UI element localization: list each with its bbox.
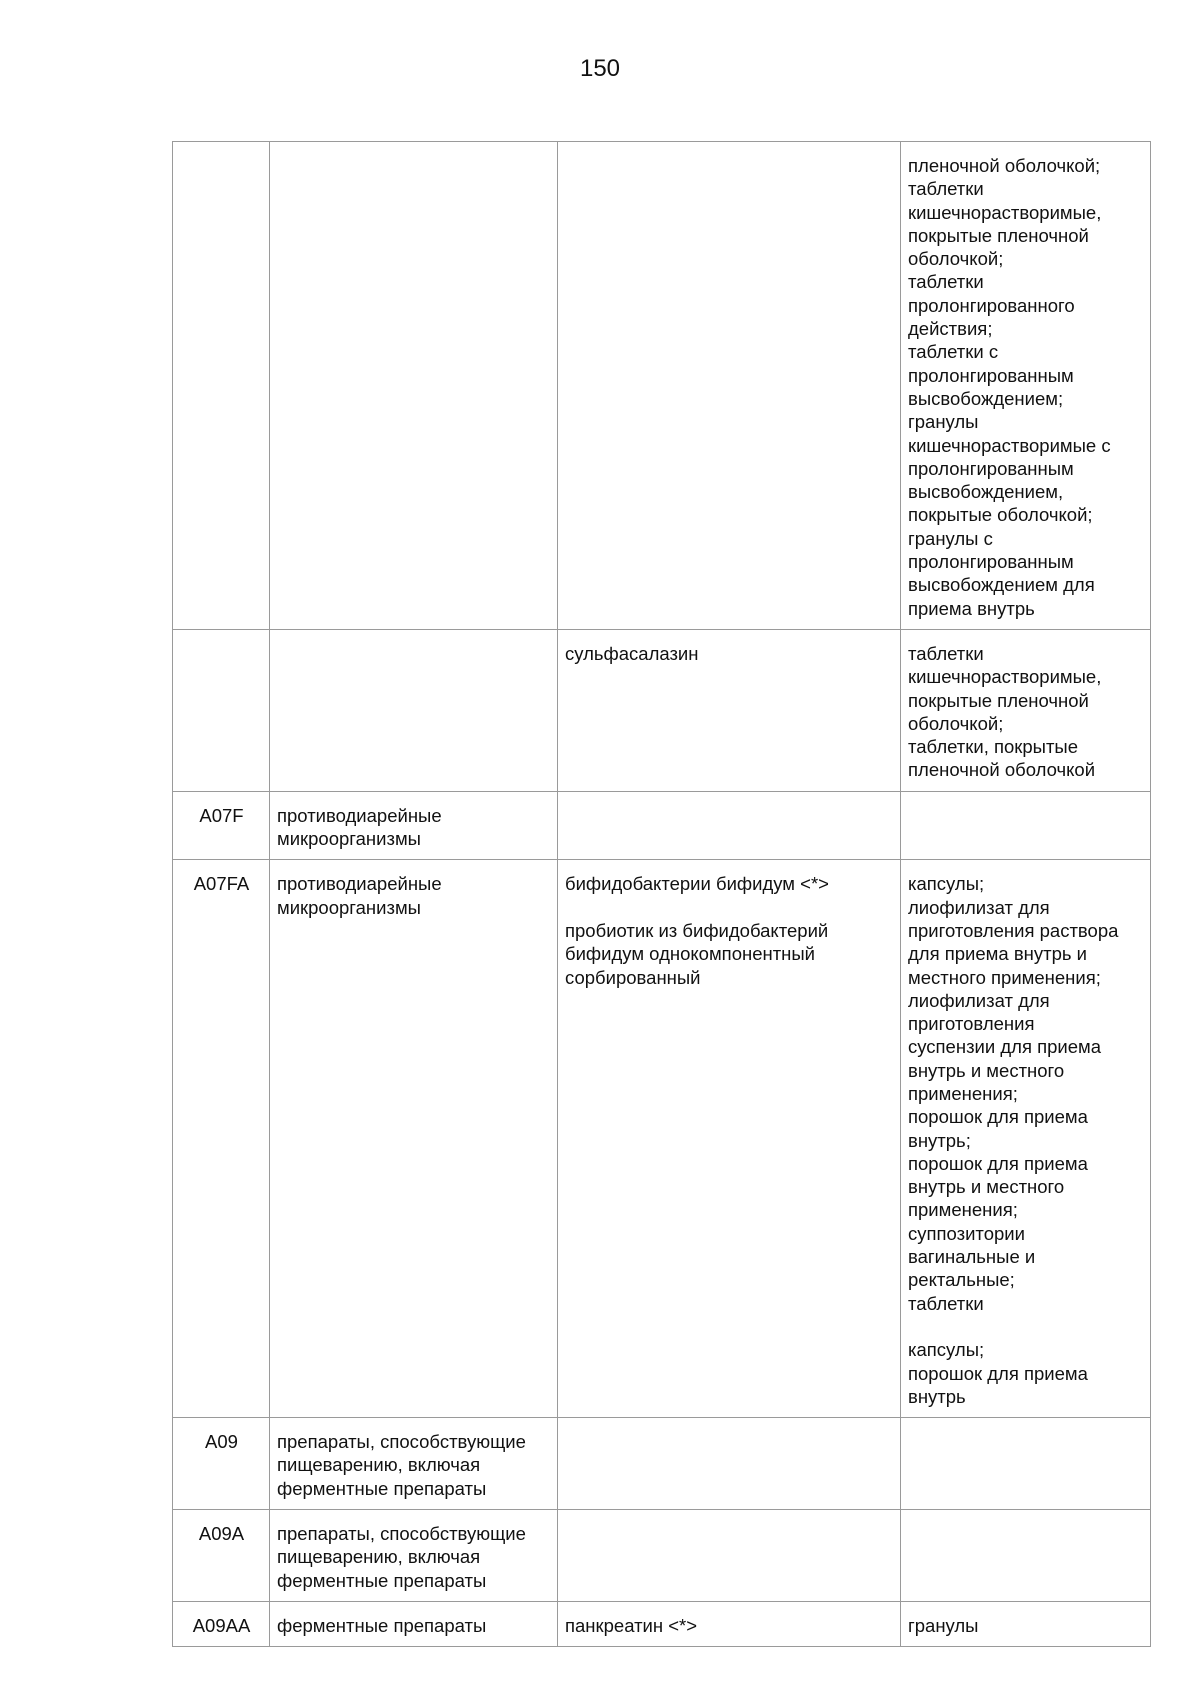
drug-name-cell [558,791,901,860]
dosage-form-cell [901,629,1151,791]
group-name-cell [270,629,558,791]
dosage-form-line: приема внутрь [908,597,1035,619]
dosage-form-line: ректальные; [908,1269,1015,1291]
dosage-form-line: таблетки, покрытые [908,736,1079,758]
group-name-cell [270,142,558,630]
dosage-form-line: местного применения; [908,966,1101,988]
dosage-form-line: пролонгированным [908,364,1074,386]
dosage-form-line: гранулы с [908,527,993,549]
dosage-form-line: действия; [908,318,993,340]
dosage-form-line: таблетки [908,642,984,664]
dosage-form-line: таблетки [908,178,984,200]
table-row [173,629,1151,791]
dosage-form-cell [901,1510,1151,1602]
table-row [173,1510,1151,1602]
dosage-form-line: покрытые пленочной [908,689,1089,711]
table-row [173,860,1151,1418]
dosage-form-line: капсулы; [908,1339,985,1361]
block-gap [565,896,894,919]
dosage-form-line: суппозитории [908,1222,1025,1244]
dosage-form-line: пролонгированного [908,294,1075,316]
group-name-cell: противодиарейные микроорганизмы [270,860,558,1418]
dosage-form-line: внутрь и местного [908,1059,1065,1081]
dosage-form-line: лиофилизат для [908,989,1050,1011]
atc-code-cell: A09AA [173,1601,270,1646]
drug-name-cell [558,860,901,1418]
dosage-form-cell [901,791,1151,860]
dosage-form-line: высвобождением; [908,387,1064,409]
dosage-form-line: внутрь и местного [908,1176,1065,1198]
table-body [173,142,1151,1647]
dosage-form-line: пролонгированным [908,457,1074,479]
dosage-form-cell [901,1418,1151,1510]
dosage-form-cell [901,860,1151,1418]
dosage-form-line: таблетки [908,1292,984,1314]
dosage-form-line: оболочкой; [908,248,1004,270]
dosage-form-line: высвобождением, [908,481,1064,503]
dosage-form-line: внутрь [908,1385,966,1407]
atc-code-cell: A09A [173,1510,270,1602]
table-row [173,1418,1151,1510]
drug-name-line: сульфасалазин [565,642,699,664]
atc-code-cell: A07F [173,791,270,860]
drug-name-cell [558,1601,901,1646]
dosage-form-line: гранулы [908,1614,979,1636]
drug-name-cell [558,1418,901,1510]
table-row [173,1601,1151,1646]
dosage-form-line: применения; [908,1082,1018,1104]
atc-code-cell [173,629,270,791]
group-name-cell: препараты, способствующие пищеварению, включая ферментные препараты [270,1418,558,1510]
dosage-form-line: для приема внутрь и [908,943,1087,965]
dosage-form-line: кишечнорастворимые с [908,434,1111,456]
dosage-form-line: применения; [908,1199,1018,1221]
dosage-form-line: пленочной оболочкой; [908,155,1101,176]
atc-code-cell: A07FA [173,860,270,1418]
dosage-form-line: покрытые оболочкой; [908,504,1093,526]
dosage-form-line: покрытые пленочной [908,224,1089,246]
group-name-cell: ферментные препараты [270,1601,558,1646]
dosage-form-line: таблетки [908,271,984,293]
dosage-form-line: кишечнорастворимые, [908,201,1102,223]
dosage-form-line: пленочной оболочкой [908,759,1096,781]
block-gap [908,1315,1144,1338]
atc-code-cell [173,142,270,630]
dosage-form-line: высвобождением для [908,574,1095,596]
atc-code-cell: A09 [173,1418,270,1510]
table-row [173,142,1151,630]
dosage-form-line: порошок для приема [908,1106,1088,1128]
dosage-form-line: капсулы; [908,873,985,895]
dosage-form-line: приготовления [908,1013,1035,1035]
dosage-form-line: оболочкой; [908,712,1004,734]
dosage-form-cell [901,1601,1151,1646]
drug-table [172,141,1151,1647]
drug-name-line: бифидобактерии бифидум <*> [565,873,829,895]
dosage-form-line: порошок для приема [908,1152,1088,1174]
drug-name-line: панкреатин <*> [565,1614,698,1636]
drug-name-cell [558,1510,901,1602]
dosage-form-line: таблетки с [908,341,999,363]
dosage-form-line: лиофилизат для [908,896,1050,918]
dosage-form-line: суспензии для приема [908,1036,1102,1058]
dosage-form-cell [901,142,1151,630]
drug-name-line: пробиотик из бифидобактерий [565,919,829,941]
drug-name-line: бифидум однокомпонентный [565,943,816,965]
dosage-form-line: внутрь; [908,1129,971,1151]
dosage-form-line: вагинальные и [908,1246,1036,1268]
dosage-form-line: порошок для приема [908,1362,1088,1384]
dosage-form-line: пролонгированным [908,551,1074,573]
group-name-cell: противодиарейные микроорганизмы [270,791,558,860]
table-row [173,791,1151,860]
drug-name-line: сорбированный [565,966,701,988]
page-number: 150 [579,55,621,82]
dosage-form-line: кишечнорастворимые, [908,666,1102,688]
dosage-form-line: приготовления раствора [908,919,1119,941]
drug-name-cell [558,142,901,630]
group-name-cell: препараты, способствующие пищеварению, включая ферментные препараты [270,1510,558,1602]
drug-name-cell [558,629,901,791]
dosage-form-line: гранулы [908,411,979,433]
